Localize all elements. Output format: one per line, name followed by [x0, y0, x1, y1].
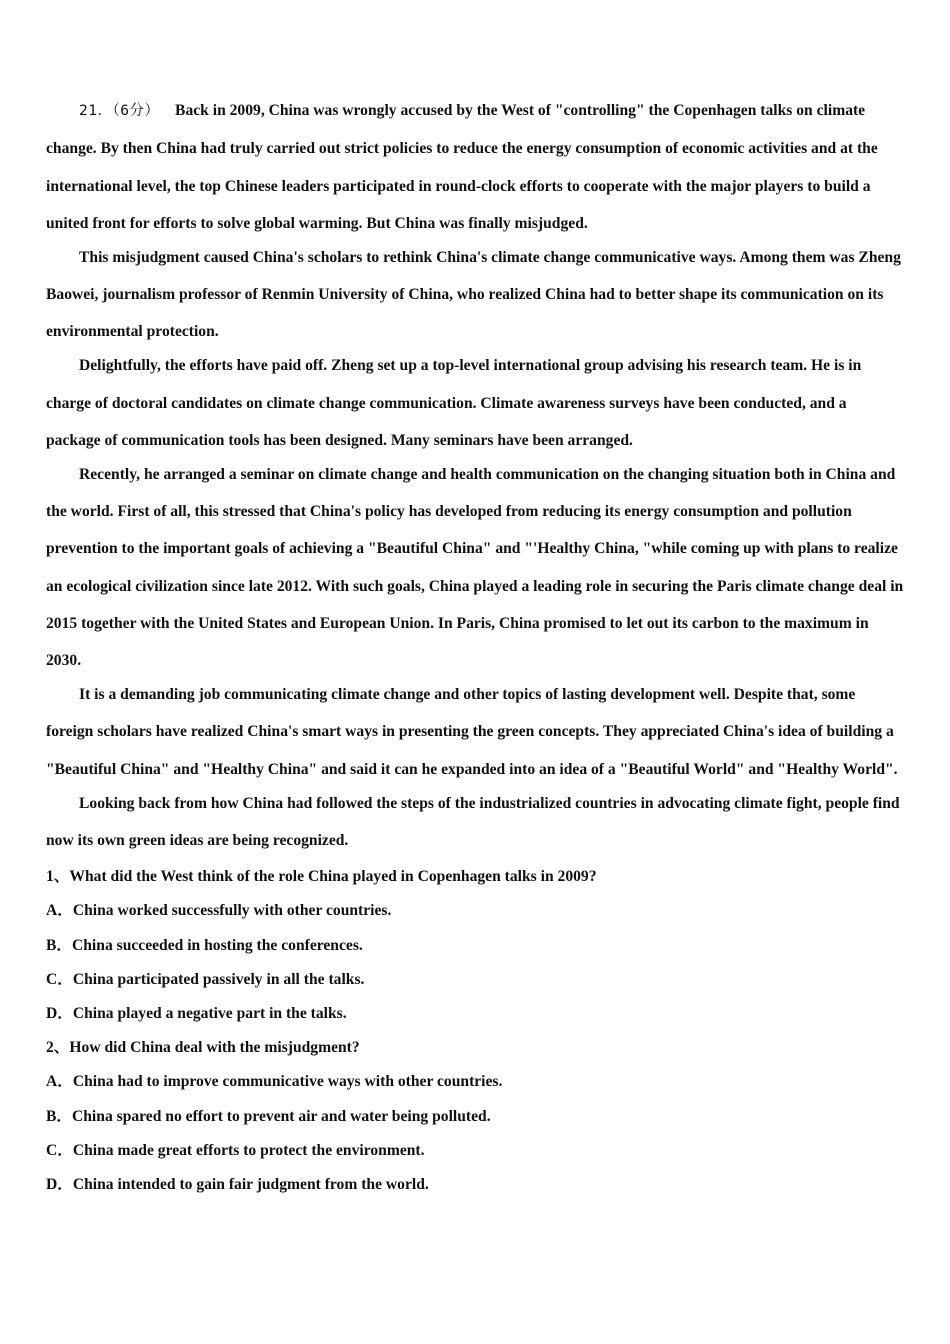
option-letter: D． — [46, 1005, 73, 1023]
option-letter: B． — [46, 1107, 72, 1125]
question-number: 1 — [46, 868, 54, 886]
question-number: 2 — [46, 1039, 54, 1057]
option-letter: A． — [46, 1073, 73, 1091]
reading-passage — [46, 92, 904, 859]
option-letter: D． — [46, 1175, 73, 1193]
option-letter: C． — [46, 970, 73, 988]
question-number-label: 21．（6分） — [79, 103, 160, 119]
question-separator: 、 — [53, 1039, 70, 1057]
passage-paragraph-1 — [46, 92, 904, 242]
passage-paragraph-6: Looking back from how China had followed the steps of the industrialized countries in advocating climate fight, people find now its own green ideas are being recognized. — [46, 794, 900, 849]
option-text: China played a negative part in the talks. — [72, 1005, 347, 1023]
option-text: China succeeded in hosting the conferences. — [72, 936, 363, 954]
option-text: China worked successfully with other countries. — [72, 902, 392, 920]
answer-option-c[interactable] — [46, 1134, 904, 1168]
answer-option-a[interactable] — [46, 894, 904, 928]
answer-option-c[interactable] — [46, 963, 904, 997]
question-text: How did China deal with the misjudgment? — [69, 1039, 360, 1057]
option-letter: A． — [46, 902, 73, 920]
question-2 — [46, 1031, 904, 1202]
answer-option-d[interactable] — [46, 997, 904, 1031]
passage-paragraph-4: Recently, he arranged a seminar on climate change and health communication on the changing situation both in China and the world. First of all, this stressed that China's policy has developed from reducing its energy consumption and pollution prevention to the important goals of achieving a "Beautiful China" and "'Healthy China, "while coming up with plans to realize an ecological civilization since late 2012. With such goals, China played a leading role in securing the Paris climate change deal in 2015 together with the United States and European Union. In Paris, China promised to let out its carbon to the maximum in 2030. — [46, 465, 904, 670]
question-stem — [46, 860, 904, 894]
option-text: China intended to gain fair judgment from the world. — [72, 1175, 429, 1193]
paragraph-text: Back in 2009, China was wrongly accused by the West of "controlling" the Copenhagen talks on climate change. By then China had truly carried out strict policies to reduce the energy consumption of economic activities and at the international level, the top Chinese leaders participated in round-clock efforts to cooperate with the major players to build a united front for efforts to solve global warming. But China was finally misjudged. — [46, 102, 878, 232]
answer-option-b[interactable] — [46, 929, 904, 963]
option-text: China spared no effort to prevent air and water being polluted. — [72, 1107, 491, 1125]
passage-paragraph-5: It is a demanding job communicating climate change and other topics of lasting development well. Despite that, some foreign scholars have realized China's smart ways in presenting the green concepts. They appreciated China's idea of building a "Beautiful China" and "Healthy China" and said it can he expanded into an idea of a "Beautiful World" and "Healthy World". — [46, 686, 898, 778]
question-stem — [46, 1031, 904, 1065]
question-1 — [46, 860, 904, 1031]
question-separator: 、 — [53, 868, 70, 886]
option-text: China made great efforts to protect the environment. — [72, 1141, 425, 1159]
option-text: China participated passively in all the talks. — [72, 970, 365, 988]
answer-option-d[interactable] — [46, 1168, 904, 1202]
passage-paragraph-3: Delightfully, the efforts have paid off. Zheng set up a top-level international group advising his research team. He is in charge of doctoral candidates on climate change communication. Climate awareness surveys have been conducted, and a package of communication tools has been designed. Many seminars have been arranged. — [46, 357, 862, 449]
option-text: China had to improve communicative ways with other countries. — [72, 1073, 503, 1091]
answer-option-a[interactable] — [46, 1065, 904, 1099]
question-text: What did the West think of the role China played in Copenhagen talks in 2009? — [69, 868, 597, 886]
passage-paragraph-2: This misjudgment caused China's scholars to rethink China's climate change communicative ways. Among them was Zheng Baowei, journalism professor of Renmin University of China, who realized China had to better shape its communication on its environmental protection. — [46, 248, 901, 341]
option-letter: C． — [46, 1141, 73, 1159]
option-letter: B． — [46, 936, 72, 954]
answer-option-b[interactable] — [46, 1100, 904, 1134]
exam-page — [46, 92, 904, 1202]
